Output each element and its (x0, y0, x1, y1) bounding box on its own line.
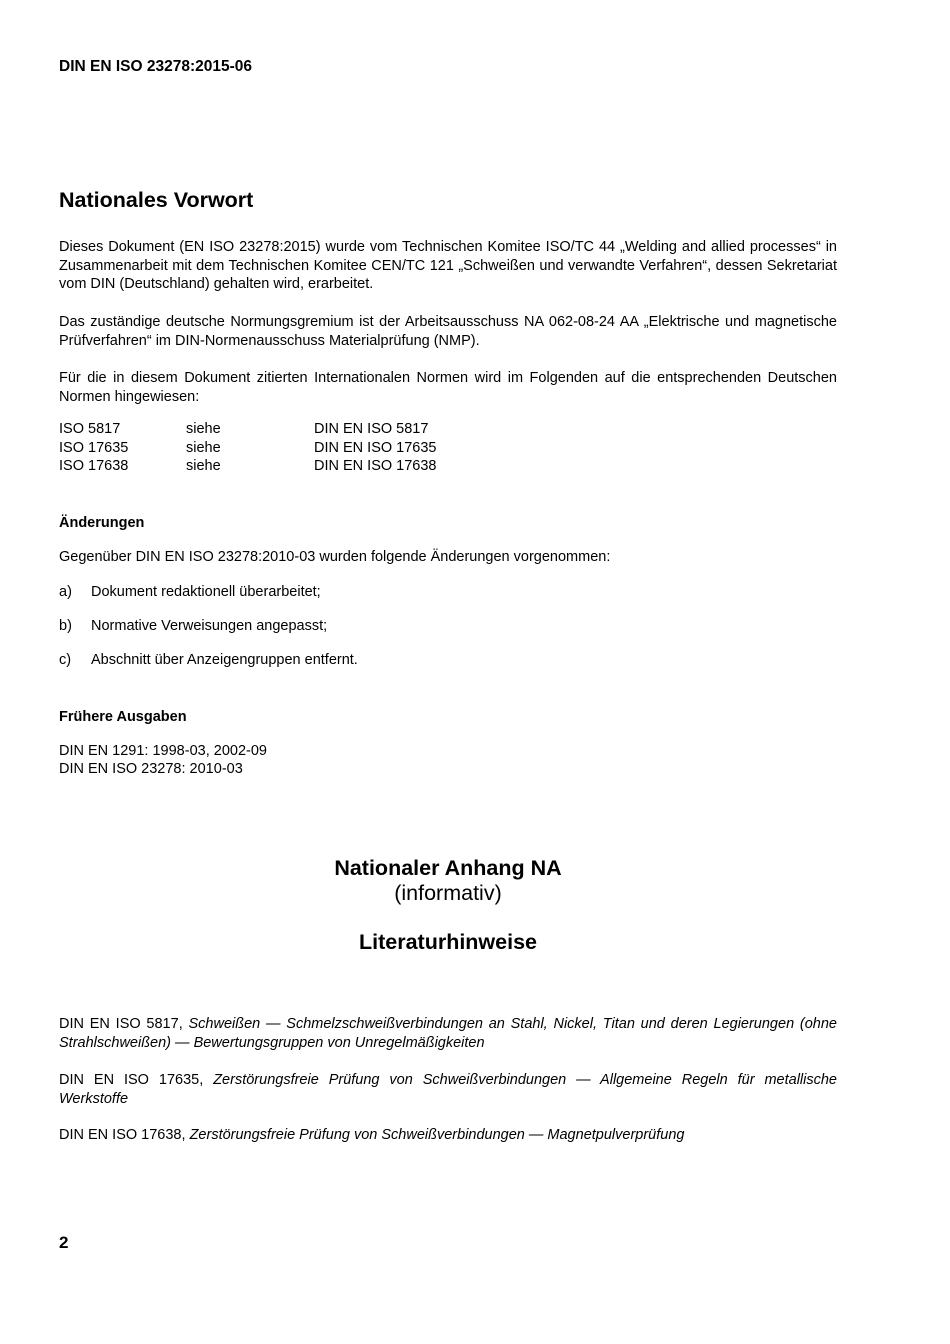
list-item (59, 617, 327, 636)
bibliography-entry-title: Zerstörungsfreie Prüfung von Schweißverbindungen — Allgemeine Regeln für metallische Werkstoffe (59, 1072, 838, 1107)
foreword-paragraph-3: Für die in diesem Dokument zitierten Internationalen Normen wird im Folgenden auf die entsprechenden Deutschen Normen hingewiesen: (59, 370, 837, 405)
foreword-paragraph-1: Dieses Dokument (EN ISO 23278:2015) wurde vom Technischen Komitee ISO/TC 44 „Welding and allied processes“ in Zusammenarbeit mit dem Technischen Komitee CEN/TC 121 „Schweißen und verwandte Verfahren“, dessen Sekretariat vom DIN (Deutschland) gehalten wird, erarbeitet. (59, 239, 837, 292)
bibliography-entry-id: DIN EN ISO 17635, (59, 1072, 204, 1088)
changes-intro: Gegenüber DIN EN ISO 23278:2010-03 wurden folgende Änderungen vorgenommen: (59, 549, 611, 565)
annex-title: Nationaler Anhang NA (334, 856, 562, 880)
table-row (59, 457, 437, 476)
bibliography-entry (59, 1126, 837, 1145)
list-marker: c) (59, 652, 72, 668)
iso-standard-cell: ISO 17635 (59, 439, 129, 456)
list-item (59, 583, 321, 602)
iso-standard-cell: ISO 17638 (59, 458, 129, 474)
din-standard-cell: DIN EN ISO 5817 (314, 421, 429, 437)
list-item-text: Abschnitt über Anzeigengruppen entfernt. (91, 652, 358, 668)
standards-reference-table (59, 420, 437, 476)
annex-subtitle: (informativ) (394, 881, 502, 905)
bibliography-entry (59, 1015, 837, 1052)
previous-edition-line: DIN EN ISO 23278: 2010-03 (59, 761, 243, 777)
bibliography-entry-title: Zerstörungsfreie Prüfung von Schweißverbindungen — Magnetpulverprüfung (189, 1127, 685, 1143)
foreword-paragraph-2: Das zuständige deutsche Normungsgremium ist der Arbeitsausschuss NA 062-08-24 AA „Elektrische und magnetische Prüfverfahren“ im DIN-Normenausschuss Materialprüfung (NMP). (59, 314, 837, 349)
previous-editions-title: Frühere Ausgaben (59, 709, 187, 725)
previous-edition-line: DIN EN 1291: 1998-03, 2002-09 (59, 743, 267, 759)
bibliography-entry (59, 1071, 837, 1108)
table-row (59, 420, 437, 439)
din-standard-cell: DIN EN ISO 17638 (314, 458, 437, 474)
bibliography-entry-id: DIN EN ISO 5817, (59, 1016, 183, 1032)
foreword-title: Nationales Vorwort (59, 188, 254, 212)
list-item (59, 651, 358, 670)
see-cell: siehe (186, 421, 221, 437)
table-row (59, 439, 437, 458)
see-cell: siehe (186, 439, 221, 456)
list-marker: a) (59, 584, 72, 600)
list-item-text: Dokument redaktionell überarbeitet; (91, 584, 321, 600)
document-header-id: DIN EN ISO 23278:2015-06 (59, 58, 252, 75)
bibliography-title: Literaturhinweise (358, 930, 537, 954)
list-item-text: Normative Verweisungen angepasst; (91, 618, 328, 634)
bibliography-entry-title: Schweißen — Schmelzschweißverbindungen an Stahl, Nickel, Titan und deren Legierungen (ohne Strahlschweißen) — Bewertungsgruppen von Unregelmäßigkeiten (59, 1016, 837, 1051)
see-cell: siehe (186, 458, 221, 474)
din-standard-cell: DIN EN ISO 17635 (314, 439, 437, 456)
list-marker: b) (59, 618, 72, 634)
changes-title: Änderungen (59, 515, 145, 531)
bibliography-entry-id: DIN EN ISO 17638, (59, 1127, 186, 1143)
iso-standard-cell: ISO 5817 (59, 421, 121, 437)
page-number: 2 (59, 1233, 69, 1252)
